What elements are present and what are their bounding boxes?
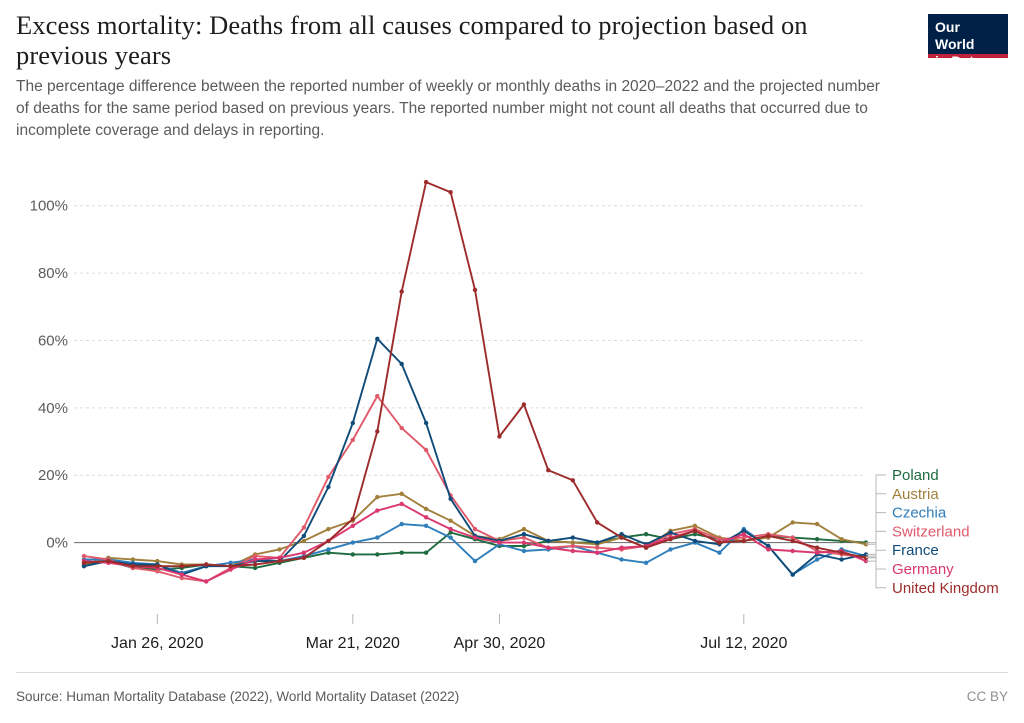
series-point <box>815 522 819 526</box>
series-point <box>839 537 843 541</box>
series-point <box>644 532 648 536</box>
series-point <box>595 520 599 524</box>
x-axis-tick-label: Mar 21, 2020 <box>305 635 400 652</box>
x-axis-tick-label: Apr 30, 2020 <box>453 635 546 652</box>
series-point <box>351 438 355 442</box>
legend-item-austria[interactable]: Austria <box>892 485 939 503</box>
y-axis-tick-label: 80% <box>37 265 68 283</box>
series-point <box>106 559 110 563</box>
series-point <box>473 535 477 539</box>
series-point <box>742 539 746 543</box>
series-point <box>326 547 330 551</box>
series-point <box>815 546 819 550</box>
series-point <box>473 559 477 563</box>
series-point <box>277 559 281 563</box>
series-point <box>351 421 355 425</box>
series-point <box>204 562 208 566</box>
y-axis-tick-label: 40% <box>37 399 68 417</box>
series-point <box>424 180 428 184</box>
series-point <box>522 540 526 544</box>
chart-footer <box>16 672 1008 711</box>
series-point <box>791 572 795 576</box>
series-point <box>448 519 452 523</box>
y-axis-tick-label: 0% <box>46 534 68 552</box>
series-point <box>644 561 648 565</box>
series-point <box>595 551 599 555</box>
series-point <box>400 492 404 496</box>
series-point <box>522 527 526 531</box>
series-point <box>424 524 428 528</box>
series-point <box>82 561 86 565</box>
series-point <box>302 551 306 555</box>
series-point <box>595 540 599 544</box>
series-point <box>400 551 404 555</box>
legend-item-france[interactable]: France <box>892 542 939 560</box>
legend-item-czechia[interactable]: Czechia <box>892 504 947 522</box>
series-point <box>717 551 721 555</box>
series-point <box>839 557 843 561</box>
legend-connector <box>866 550 886 554</box>
series-point <box>424 421 428 425</box>
series-point <box>204 579 208 583</box>
series-point <box>302 534 306 538</box>
series-point <box>400 362 404 366</box>
series-point <box>448 190 452 194</box>
series-point <box>522 402 526 406</box>
series-point <box>302 556 306 560</box>
y-axis-tick-label: 60% <box>37 332 68 350</box>
series-point <box>571 478 575 482</box>
series-point <box>228 564 232 568</box>
series-point <box>351 517 355 521</box>
y-axis-tick-label: 20% <box>37 467 68 485</box>
series-point <box>400 289 404 293</box>
series-point <box>473 527 477 531</box>
series-point <box>326 539 330 543</box>
series-point <box>522 549 526 553</box>
y-axis-tick-label: 100% <box>29 197 68 215</box>
series-point <box>497 540 501 544</box>
series-point <box>839 551 843 555</box>
series-point <box>131 564 135 568</box>
series-point <box>180 572 184 576</box>
series-point <box>424 507 428 511</box>
series-point <box>791 539 795 543</box>
series-point <box>82 554 86 558</box>
series-point <box>619 535 623 539</box>
series-point <box>180 564 184 568</box>
series-point <box>595 546 599 550</box>
legend-item-switzerland[interactable]: Switzerland <box>892 523 970 541</box>
line-chart-svg <box>0 140 1024 670</box>
series-point <box>351 552 355 556</box>
series-point <box>375 495 379 499</box>
series-point <box>155 564 159 568</box>
series-point <box>742 532 746 536</box>
series-point <box>546 539 550 543</box>
series-point <box>791 520 795 524</box>
series-point <box>400 522 404 526</box>
series-point <box>351 540 355 544</box>
x-axis-tick-label: Jul 12, 2020 <box>700 635 788 652</box>
chart-header <box>16 10 896 142</box>
series-point <box>644 546 648 550</box>
series-point <box>448 535 452 539</box>
series-point <box>693 539 697 543</box>
series-point <box>717 540 721 544</box>
series-point <box>693 529 697 533</box>
series-point <box>766 534 770 538</box>
series-point <box>253 557 257 561</box>
x-axis-tick-label: Jan 26, 2020 <box>111 635 204 652</box>
series-point <box>766 547 770 551</box>
legend-item-germany[interactable]: Germany <box>892 561 954 578</box>
series-point <box>375 508 379 512</box>
series-point <box>375 337 379 341</box>
series-point <box>546 546 550 550</box>
series-point <box>351 524 355 528</box>
series-point <box>424 515 428 519</box>
series-point <box>791 549 795 553</box>
series-point <box>326 485 330 489</box>
page-title: Excess mortality: Deaths from all causes compared to projection based on previous years <box>16 10 808 71</box>
series-point <box>277 547 281 551</box>
series-point <box>571 544 575 548</box>
chart-plot-area <box>0 140 1024 670</box>
series-point <box>668 537 672 541</box>
series-point <box>253 562 257 566</box>
series-point <box>571 549 575 553</box>
series-point <box>668 530 672 534</box>
series-point <box>815 537 819 541</box>
license-text[interactable]: CC BY <box>966 688 1008 704</box>
series-point <box>522 532 526 536</box>
series-line <box>84 182 866 566</box>
series-point <box>400 502 404 506</box>
series-point <box>619 546 623 550</box>
series-point <box>619 557 623 561</box>
logo-line-1: Our World <box>935 19 975 52</box>
series-point <box>571 535 575 539</box>
series-point <box>302 539 306 543</box>
series-point <box>400 426 404 430</box>
series-point <box>815 557 819 561</box>
series-point <box>302 525 306 529</box>
series-point <box>375 535 379 539</box>
owid-logo[interactable] <box>928 14 1008 69</box>
series-line <box>84 396 866 581</box>
legend-item-united-kingdom[interactable]: United Kingdom <box>892 579 999 597</box>
series-point <box>424 448 428 452</box>
series-point <box>815 551 819 555</box>
legend-connector <box>866 558 886 588</box>
chart-subtitle: The percentage difference between the reported number of weekly or monthly deaths in 2020–2022 and the projected number of deaths for the same period based on previous years. The reported number might not count all deaths that occurred due to incomplete coverage and delays in reporting. <box>16 78 880 140</box>
logo-line-2: in Data <box>935 52 982 69</box>
series-point <box>375 394 379 398</box>
series-point <box>375 552 379 556</box>
series-point <box>668 547 672 551</box>
source-text: Source: Human Mortality Database (2022), World Mortality Dataset (2022) <box>16 688 460 704</box>
series-point <box>375 429 379 433</box>
series-point <box>326 475 330 479</box>
series-point <box>546 468 550 472</box>
series-point <box>473 288 477 292</box>
series-point <box>326 527 330 531</box>
series-point <box>448 527 452 531</box>
series-point <box>424 551 428 555</box>
series-point <box>448 497 452 501</box>
series-point <box>497 434 501 438</box>
legend-item-poland[interactable]: Poland <box>892 467 939 484</box>
